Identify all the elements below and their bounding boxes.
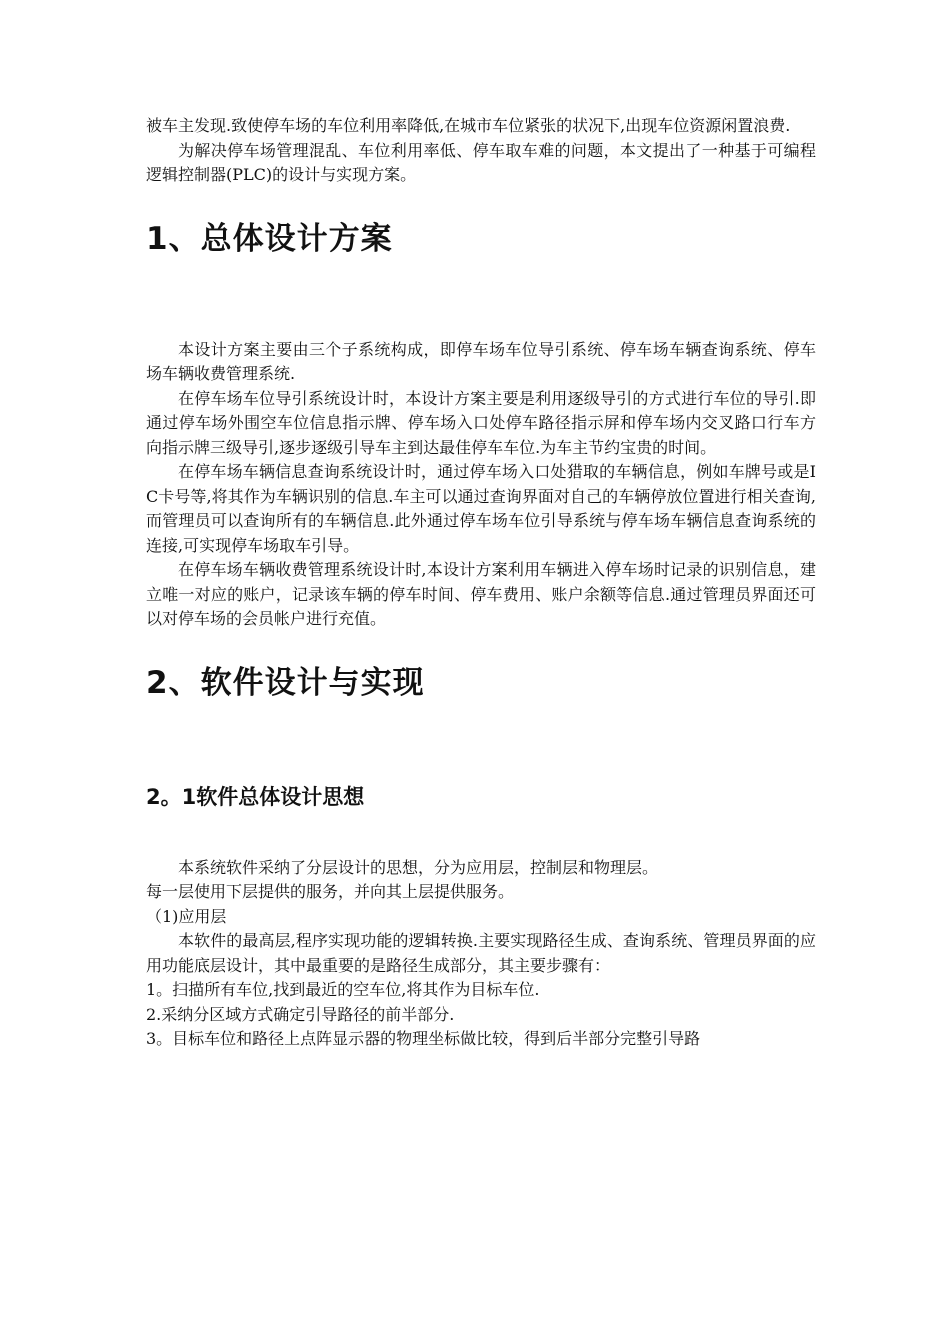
paragraph-query-system: 在停车场车辆信息查询系统设计时，通过停车场入口处猎取的车辆信息，例如车牌号或是IC卡号等,将其作为车辆识别的信息.车主可以通过查询界面对自己的车辆停放位置进行相关查询,而管理员可以查询所有的车辆信息.此外通过停车场车位引导系统与停车场车辆信息查询系统的连接,可实现停车场取车引导。 — [146, 462, 816, 555]
list-item-step-3: 3。目标车位和路径上点阵显示器的物理坐标做比较，得到后半部分完整引导路 — [146, 1029, 701, 1048]
paragraph-intro-continued: 被车主发现.致使停车场的车位利用率降低,在城市车位紧张的状况下,出现车位资源闲置浪费. — [146, 116, 791, 135]
paragraph-guidance-system: 在停车场车位导引系统设计时，本设计方案主要是利用逐级导引的方式进行车位的导引.即通过停车场外围空车位信息指示牌、停车场入口处停车路径指示屏和停车场内交叉路口行车方向指示牌三级导引,逐步逐级引导车主到达最佳停车车位.为车主节约宝贵的时间。 — [146, 388, 816, 457]
section-heading-overall-design: 1、总体设计方案 — [146, 220, 393, 257]
paragraph-problem-statement: 为解决停车场管理混乱、车位利用率低、停车取车难的问题，本文提出了一种基于可编程逻辑控制器(PLC)的设计与实现方案。 — [146, 140, 816, 184]
list-item-step-2: 2.采纳分区域方式确定引导路径的前半部分. — [146, 1004, 455, 1024]
paragraph-layered-design: 本系统软件采纳了分层设计的思想，分为应用层，控制层和物理层。 — [178, 857, 659, 877]
paragraph-application-layer-label: （1)应用层 — [146, 906, 227, 926]
paragraph-layer-services: 每一层使用下层提供的服务，并向其上层提供服务。 — [146, 882, 515, 901]
subsection-heading-software-overview: 2。1软件总体设计思想 — [146, 784, 365, 809]
list-item-step-1: 1。扫描所有车位,找到最近的空车位,将其作为目标车位. — [146, 980, 540, 999]
paragraph-billing-system: 在停车场车辆收费管理系统设计时,本设计方案利用车辆进入停车场时记录的识别信息，建立唯一对应的账户，记录该车辆的停车时间、停车费用、账户余额等信息.通过管理员界面还可以对停车场的会员帐户进行充值。 — [146, 560, 816, 628]
document-page — [146, 114, 816, 1052]
paragraph-application-layer-desc: 本软件的最高层,程序实现功能的逻辑转换.主要实现路径生成、查询系统、管理员界面的应用功能底层设计，其中最重要的是路径生成部分，其主要步骤有： — [146, 931, 816, 975]
paragraph-subsystems: 本设计方案主要由三个子系统构成，即停车场车位导引系统、停车场车辆查询系统、停车场车辆收费管理系统. — [146, 339, 816, 383]
section-heading-software-design: 2、软件设计与实现 — [146, 664, 425, 701]
